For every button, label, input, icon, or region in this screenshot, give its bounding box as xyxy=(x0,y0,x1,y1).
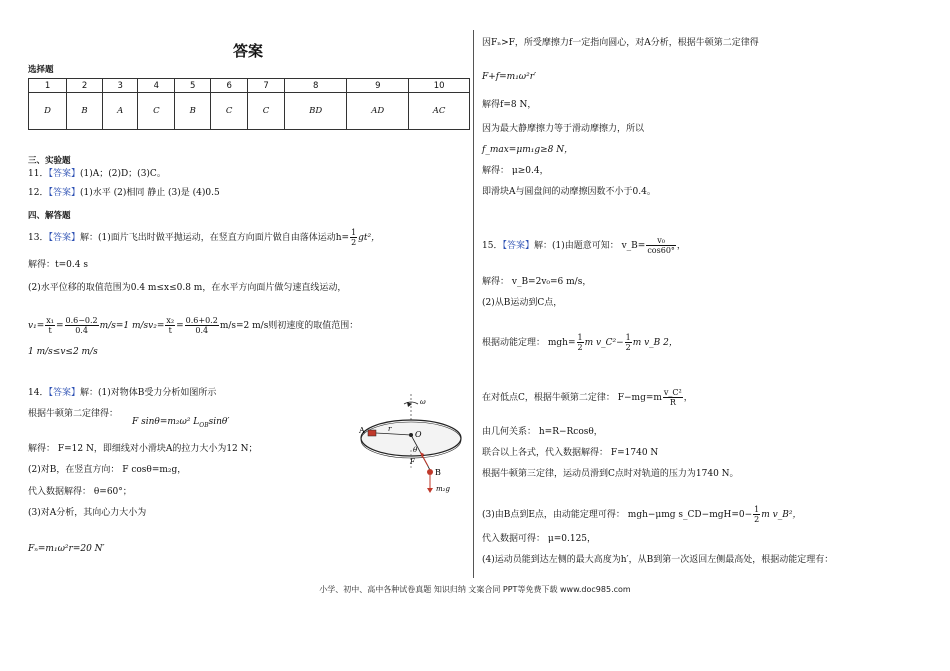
q13-text: 解：(1)面片飞出时做平抛运动，在竖直方向面片做自由落体运动h= xyxy=(79,233,350,243)
answer-tag: 【答案】 xyxy=(48,188,80,198)
q15-line xyxy=(482,236,686,255)
label-r: r xyxy=(388,425,392,433)
denominator: t xyxy=(168,326,172,335)
denominator: cos60° xyxy=(647,246,675,255)
answer-cell: B xyxy=(67,93,103,130)
q15-part2: (2)从B运动到C点， xyxy=(482,298,563,308)
denominator: 2 xyxy=(625,343,631,352)
answer-cell: C xyxy=(211,93,248,130)
answer-table-number-row xyxy=(29,79,470,93)
q15-energy-end: m v_B 2， xyxy=(632,338,678,348)
numerator: v_C² xyxy=(663,388,682,397)
qnum-cell: 4 xyxy=(138,79,175,93)
q15-part3 xyxy=(482,505,801,524)
qnum-cell: 6 xyxy=(211,79,248,93)
q15-text-end: ， xyxy=(676,241,686,251)
q14-centripetal: Fₙ=m₁ω²r=20 N′ xyxy=(28,544,105,554)
r-line-5: f_max=μm₁g≥8 N， xyxy=(482,145,574,155)
numerator: 1 xyxy=(577,333,583,342)
qnum-cell: 7 xyxy=(248,79,285,93)
q11-number: 11． xyxy=(28,169,49,179)
q14-equation xyxy=(132,416,229,432)
denominator: 2 xyxy=(351,238,357,247)
numerator: x₂ xyxy=(166,316,175,325)
numerator: 0.6+0.2 xyxy=(185,316,218,325)
label-O: O xyxy=(415,430,422,439)
section-3-heading: 三、实验题 xyxy=(28,156,71,166)
answer-cell: B xyxy=(175,93,211,130)
answer-tag: 【答案】 xyxy=(502,241,534,251)
numerator: v₀ xyxy=(646,236,676,246)
q15-energy-mid: m v_C²− xyxy=(584,338,624,348)
velocity-range-text: m/s=2 m/s则初速度的取值范围： xyxy=(219,321,359,331)
qnum-cell: 10 xyxy=(409,79,470,93)
denominator: 0.4 xyxy=(195,326,209,335)
disc-diagram xyxy=(356,392,466,496)
q15-part3-end: m v_B²， xyxy=(761,510,802,520)
denominator: R xyxy=(669,398,676,407)
label-F: F xyxy=(410,458,415,466)
fraction-x2 xyxy=(165,316,175,335)
fraction-vb xyxy=(646,236,676,255)
q15-energy-text: 根据动能定理： mgh= xyxy=(482,338,576,348)
q13-range: 1 m/s≤v≤2 m/s xyxy=(28,347,98,357)
q15-geometry: 由几何关系： h=R−Rcosθ， xyxy=(482,427,603,437)
answer-table xyxy=(28,78,470,130)
fraction-half xyxy=(577,333,584,352)
q15-text: 解：(1)由题意可知： v_B= xyxy=(533,241,646,251)
q15-newton-end: ， xyxy=(683,393,693,403)
qnum-cell: 8 xyxy=(285,79,347,93)
q14-eq-end: sinθ′ xyxy=(208,417,230,427)
q11-line xyxy=(28,168,166,180)
q12-line xyxy=(28,187,220,199)
qnum-cell: 9 xyxy=(347,79,409,93)
q14-result-2: 代入数据解得： θ=60°； xyxy=(28,487,132,497)
q15-mu: 代入数据可得： μ=0.125， xyxy=(482,534,597,544)
q15-number: 15． xyxy=(482,241,503,251)
r-line-1: 因Fₙ>F，所受摩擦力f一定指向圆心，对A分析，根据牛顿第二定律得 xyxy=(482,38,759,48)
section-4-heading: 四、解答题 xyxy=(28,211,71,221)
q11-text: (1)A；(2)D；(3)C。 xyxy=(79,169,166,179)
q15-result-1: 解得： v_B=2v₀=6 m/s， xyxy=(482,277,592,287)
numerator: 1 xyxy=(625,333,631,342)
q13-part2: (2)水平位移的取值范围为0.4 m≤x≤0.8 m，在水平方向面片做匀速直线运动， xyxy=(28,283,347,293)
numerator: 1 xyxy=(754,505,760,514)
q15-part4: (4)运动员能到达左侧的最大高度为h′，从B到第一次返回左侧最高处，根据动能定理有： xyxy=(482,555,834,565)
q13-result: 解得：t=0.4 s xyxy=(28,260,88,270)
qnum-cell: 3 xyxy=(102,79,137,93)
q13-line xyxy=(28,228,380,247)
fraction-x1 xyxy=(45,316,55,335)
q15-combine: 联合以上各式，代入数据解得： F=1740 N xyxy=(482,448,659,458)
answer-cell: A xyxy=(102,93,137,130)
label-omega: ω xyxy=(420,398,426,406)
r-line-2: F+f=m₁ω²r′ xyxy=(482,72,537,82)
r-line-6: 解得： μ≥0.4， xyxy=(482,166,549,176)
numerator: 1 xyxy=(351,228,357,237)
fraction-half xyxy=(350,228,357,247)
answer-cell: AC xyxy=(409,93,470,130)
answer-cell: C xyxy=(138,93,175,130)
q14-eq-main: F sinθ=m₂ω² L xyxy=(132,417,200,427)
q15-third-law: 根据牛顿第三定律，运动员滑到C点时对轨道的压力为1740 N。 xyxy=(482,469,739,479)
disc-figure xyxy=(356,392,466,496)
r-line-4: 因为最大静摩擦力等于滑动摩擦力，所以 xyxy=(482,124,645,134)
q13-number: 13． xyxy=(28,233,49,243)
q12-text: (1)水平 (2)相同 静止 (3)是 (4)0.5 xyxy=(79,188,220,198)
q13-velocity-line: v₁= $\frac{\text{x₁}}{t}$ = $\frac{0.6-0.2}{0.4}$ m/s=1 m/sv₂= $\frac{\text{x₂}}{t}$ = $\frac{0.6+0.2}{0.4}$ m/s=2 m/s则初速度的取值范围： xyxy=(28,316,359,335)
fraction-n1 xyxy=(65,316,99,335)
q14-line xyxy=(28,387,216,399)
answer-cell: AD xyxy=(347,93,409,130)
denominator: t xyxy=(48,326,52,335)
denominator: 0.4 xyxy=(75,326,88,335)
label-B: B xyxy=(435,468,441,477)
column-divider xyxy=(473,30,474,578)
q12-number: 12． xyxy=(28,188,49,198)
answer-tag: 【答案】 xyxy=(48,388,80,398)
q14-part2: (2)对B，在竖直方向： F cosθ=m₂g， xyxy=(28,465,187,475)
q14-eq-sub: OB xyxy=(199,421,209,429)
label-theta: θ xyxy=(413,446,418,454)
label-mg: m₂g xyxy=(436,485,450,493)
answer-cell: D xyxy=(29,93,67,130)
fraction-n2 xyxy=(185,316,219,335)
r-line-3: 解得f=8 N， xyxy=(482,100,537,110)
qnum-cell: 5 xyxy=(175,79,211,93)
numerator: x₁ xyxy=(46,316,54,325)
answer-table-answer-row xyxy=(29,93,470,130)
answer-cell: BD xyxy=(285,93,347,130)
denominator: 2 xyxy=(754,515,760,524)
fraction-half xyxy=(625,333,632,352)
answer-tag: 【答案】 xyxy=(48,169,80,179)
answer-tag: 【答案】 xyxy=(48,233,80,243)
numerator: 0.6−0.2 xyxy=(65,316,98,325)
q14-newton: 根据牛顿第二定律得： xyxy=(28,409,119,419)
q13-text-end: gt²， xyxy=(358,233,381,243)
denominator: 2 xyxy=(577,343,583,352)
qnum-cell: 1 xyxy=(29,79,67,93)
qnum-cell: 2 xyxy=(67,79,103,93)
q15-part3-text: (3)由B点到E点，由动能定理可得： mgh−μmg s_CD−mgH=0− xyxy=(482,510,753,520)
q15-newton-line xyxy=(482,388,693,407)
q14-result-1: 解得： F=12 N，即细线对小滑块A的拉力大小为12 N； xyxy=(28,444,258,454)
page-title: 答案 xyxy=(232,42,263,60)
q15-energy-line xyxy=(482,333,678,352)
fraction-half xyxy=(753,505,760,524)
r-line-7: 即滑块A与圆盘间的动摩擦因数不小于0.4。 xyxy=(482,187,656,197)
q14-number: 14． xyxy=(28,388,49,398)
mc-heading: 选择题 xyxy=(28,65,54,75)
q15-newton-text: 在对低点C，根据牛顿第二定律： F−mg=m xyxy=(482,393,662,403)
q14-part3: (3)对A分析，其向心力大小为 xyxy=(28,508,147,518)
answer-cell: C xyxy=(248,93,285,130)
page-footer: 小学、初中、高中各种试卷真题 知识归纳 文案合同 PPT等免费下载 www.doc985.com xyxy=(319,585,631,594)
v2-label: m/s=1 m/sv₂= xyxy=(99,321,165,331)
q14-text: 解：(1)对物体B受力分析如图所示 xyxy=(79,388,217,398)
label-A: A xyxy=(359,426,365,435)
v1-label: v₁= xyxy=(28,321,45,331)
fraction-vc xyxy=(663,388,683,407)
